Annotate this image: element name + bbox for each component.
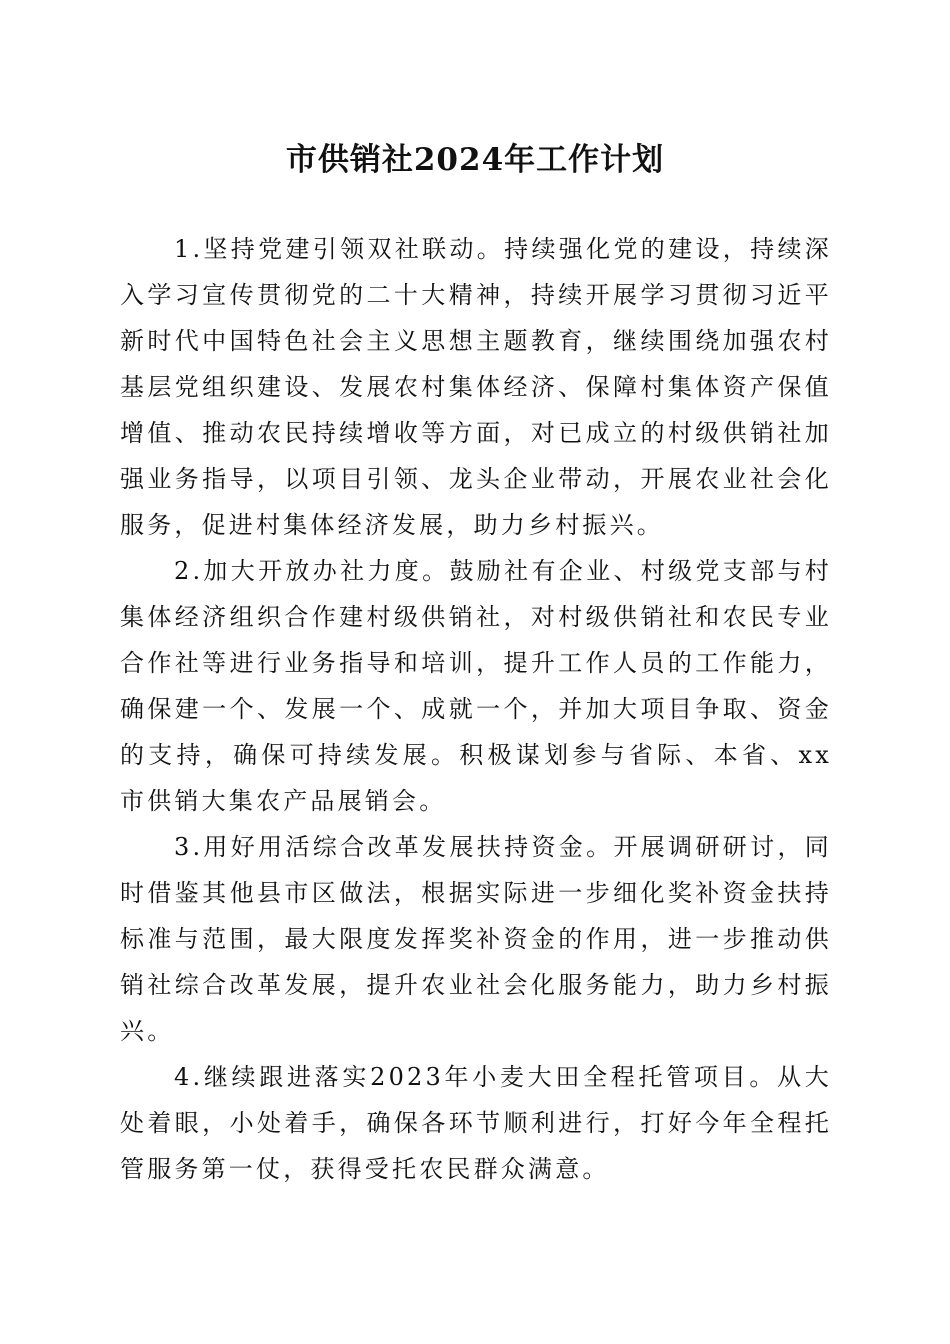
paragraph-4: 4.继续跟进落实2023年小麦大田全程托管项目。从大处着眼，小处着手，确保各环节顺利进行，打好今年全程托管服务第一仗，获得受托农民群众满意。 xyxy=(120,1063,832,1183)
document-body xyxy=(120,226,832,1192)
paragraph-1: 1.坚持党建引领双社联动。持续强化党的建设，持续深入学习宣传贯彻党的二十大精神，持续开展学习贯彻习近平新时代中国特色社会主义思想主题教育，继续围绕加强农村基层党组织建设、发展农村集体经济、保障村集体资产保值增值、推动农民持续增收等方面，对已成立的村级供销社加强业务指导，以项目引领、龙头企业带动，开展农业社会化服务，促进村集体经济发展，助力乡村振兴。 xyxy=(120,235,832,539)
document-title: 市供销社2024年工作计划 xyxy=(285,142,665,178)
paragraph-3: 3.用好用活综合改革发展扶持资金。开展调研研讨，同时借鉴其他县市区做法，根据实际进一步细化奖补资金扶持标准与范围，最大限度发挥奖补资金的作用，进一步推动供销社综合改革发展，提升农业社会化服务能力，助力乡村振兴。 xyxy=(120,833,832,1045)
paragraph-2: 2.加大开放办社力度。鼓励社有企业、村级党支部与村集体经济组织合作建村级供销社，对村级供销社和农民专业合作社等进行业务指导和培训，提升工作人员的工作能力，确保建一个、发展一个、成就一个，并加大项目争取、资金的支持，确保可持续发展。积极谋划参与省际、本省、xx市供销大集农产品展销会。 xyxy=(120,557,832,815)
